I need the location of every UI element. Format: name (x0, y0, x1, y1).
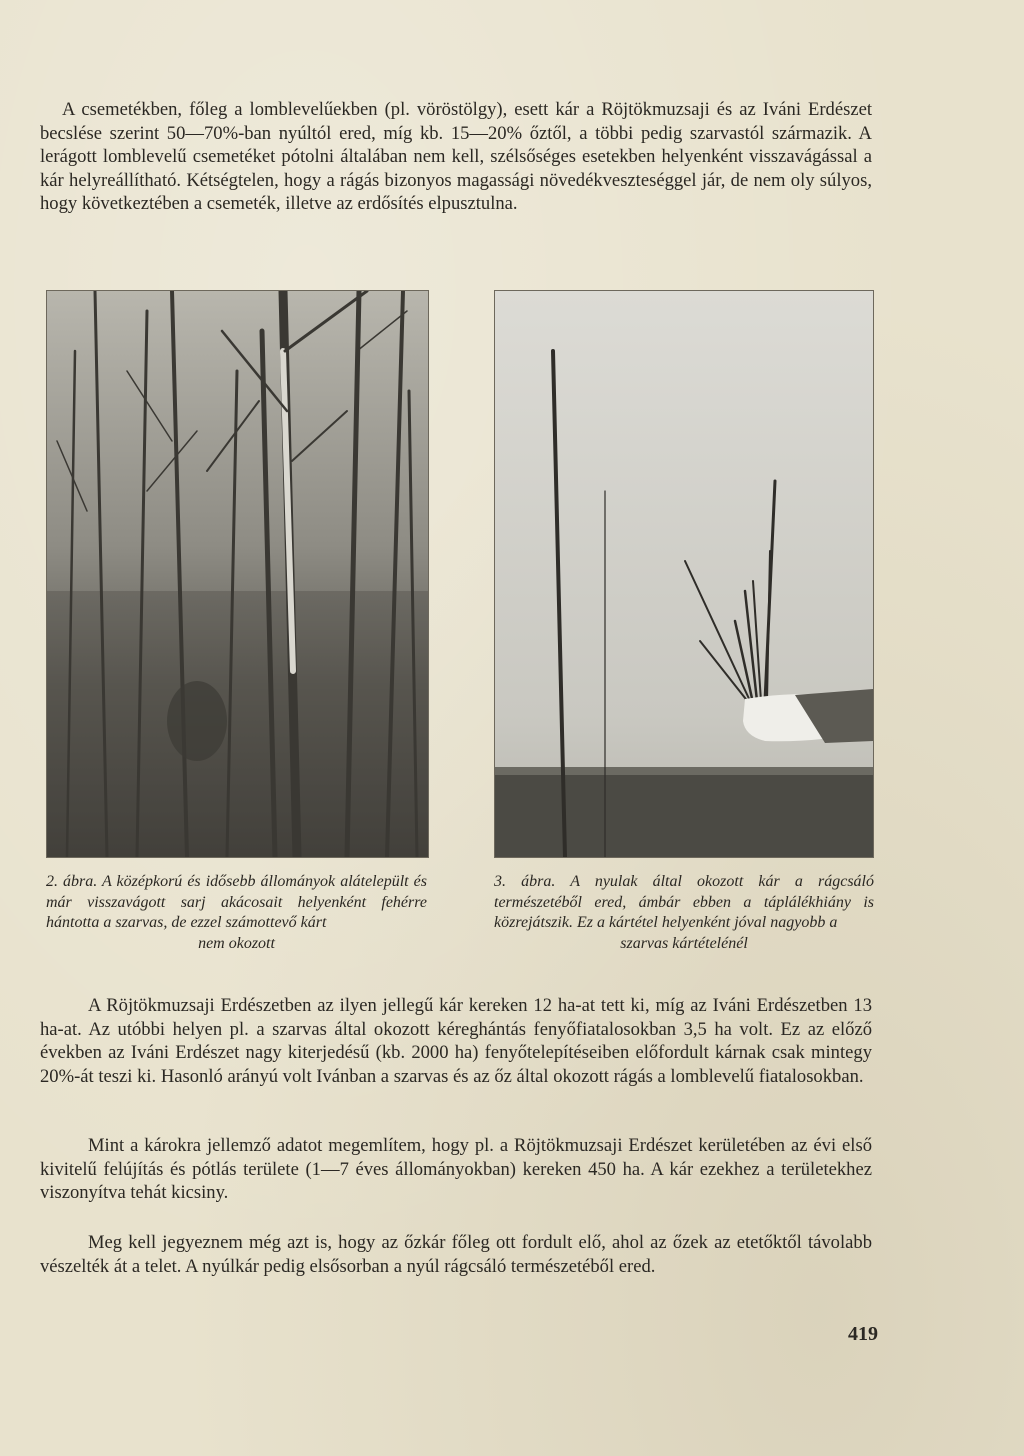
page-number: 419 (848, 1323, 878, 1345)
figure-2-caption-last-line: nem okozott (198, 934, 275, 952)
figure-3-caption (494, 872, 874, 954)
figure-3-caption-text: A nyulak által okozott kár a rágcsáló természetéből ered, ámbár ebben a táplálékhiány is közrejátszik. Ez a kártétel helyenként jóval nagyobb a (494, 873, 874, 931)
photo-hare-damaged-saplings (494, 290, 874, 858)
photo-deer-damaged-forest (46, 290, 429, 858)
figure-3-number: 3. ábra. (494, 873, 556, 890)
figure-2-caption-text: A középkorú és idősebb állományok alátelepült és már visszavágott sarj akácosait helyenként fehérre hántotta a szarvas, de ezzel számottevő kárt (46, 873, 427, 931)
figure-2-number: 2. ábra. (46, 873, 98, 890)
paragraph-conclusion: Meg kell jegyeznem még azt is, hogy az őzkár főleg ott fordult elő, ahol az őzek az etetőktől távolabb vészelték át a telet. A nyúlkár pedig elsősorban a nyúl rágcsáló természetéből ered. (40, 1232, 872, 1277)
paragraph-renewal-area: Mint a károkra jellemző adatot megemlítem, hogy pl. a Röjtökmuzsaji Erdészet kerületében az évi első kivitelű felújítás és pótlás területe (1—7 éves állományokban) kereken 450 ha. A kár ezekhez a területekhez viszonyítva tehát kicsiny. (40, 1135, 872, 1204)
figure-3-caption-last-line: szarvas kártételénél (620, 934, 748, 952)
forest-photo-illustration (47, 291, 428, 857)
paragraph-intro: A csemetékben, főleg a lomblevelűekben (pl. vöröstölgy), esett kár a Röjtökmuzsaji és az Iváni Erdészet becslése szerint 50—70%-ban nyúltól ered, míg kb. 15—20% őztől, a többi pedig szarvastól származik. A lerágott lomblevelű csemetéket pótolni általában nem kell, szélsőséges esetekben helyenként visszavágással a kár helyreállítható. Kétségtelen, hogy a rágás bizonyos magassági növedékveszteséggel jár, de nem oly súlyos, hogy következtében a csemeték, illetve az erdősítés elpusztulna. (40, 99, 872, 215)
sapling-photo-illustration (495, 291, 873, 857)
paragraph-damage-areas: A Röjtökmuzsaji Erdészetben az ilyen jellegű kár kereken 12 ha-at tett ki, míg az Iváni Erdészetben 13 ha-at. Az utóbbi helyen pl. a szarvas által okozott kéreghántás fenyőfiatalosokban 3,5 ha volt. Ez az előző években az Iváni Erdészet nagy kiterjedésű (kb. 2000 ha) fenyőtelepítéseiben előfordult kárnak csak mintegy 20%-át teszi ki. Hasonló arányú volt Ivánban a szarvas és az őz által okozott rágás a lomblevelű fiatalosokban. (40, 995, 872, 1087)
figure-2-caption (46, 872, 427, 954)
